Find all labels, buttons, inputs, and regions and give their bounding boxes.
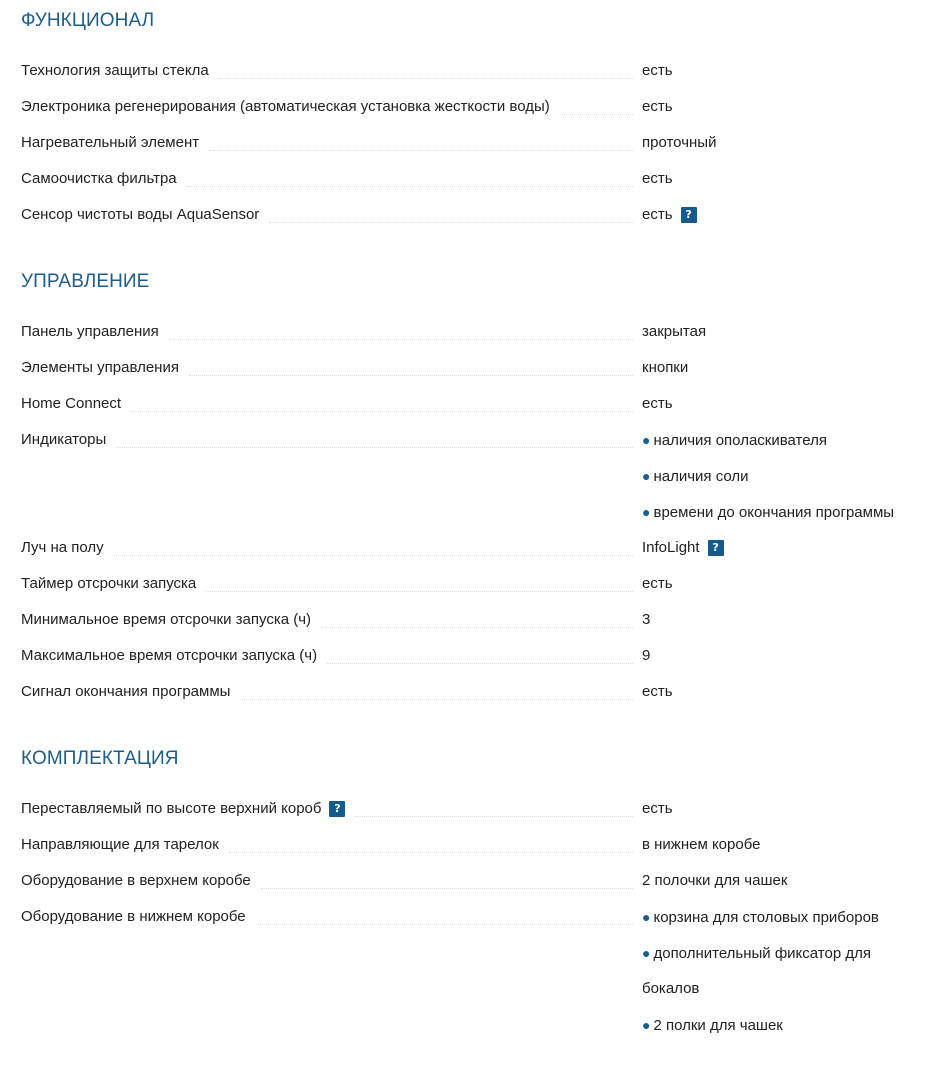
dotted-leader <box>187 186 633 187</box>
spec-label: Панель управления <box>21 323 159 340</box>
spec-label: Максимальное время отсрочки запуска (ч) <box>21 647 318 664</box>
spec-value: проточный <box>642 134 717 151</box>
dotted-leader <box>206 591 633 592</box>
section-title-functional: ФУНКЦИОНАЛ <box>21 10 155 31</box>
spec-value: закрытая <box>642 323 707 340</box>
bullet-icon: ● <box>642 468 651 484</box>
spec-value: есть <box>642 800 673 817</box>
spec-value <box>642 430 894 522</box>
spec-row-home-connect <box>21 394 921 430</box>
section-title-control: УПРАВЛЕНИЕ <box>21 271 150 292</box>
spec-label: Переставляемый по высоте верхний короб <box>21 800 322 817</box>
spec-row-heating-element <box>21 133 921 169</box>
spec-value <box>642 907 879 1035</box>
spec-value: 9 <box>642 647 651 664</box>
dotted-leader <box>355 816 633 817</box>
spec-value: есть <box>642 170 673 187</box>
bullet-icon: ● <box>642 909 651 925</box>
list-item: ● наличия соли <box>642 468 749 485</box>
spec-row-control-panel <box>21 322 921 358</box>
spec-row-plate-guides <box>21 835 921 871</box>
dotted-leader <box>189 375 633 376</box>
dotted-leader <box>321 627 633 628</box>
spec-label: Электроника регенерирования (автоматическая установка жесткости воды) <box>21 98 550 115</box>
dotted-leader <box>209 150 633 151</box>
spec-value: 2 полочки для чашек <box>642 872 788 889</box>
spec-row-indicators <box>21 430 921 521</box>
spec-label: Минимальное время отсрочки запуска (ч) <box>21 611 312 628</box>
spec-label: Оборудование в верхнем коробе <box>21 872 251 889</box>
spec-row-filter-self-cleaning <box>21 169 921 205</box>
spec-value: есть <box>642 575 673 592</box>
dotted-leader <box>240 699 633 700</box>
spec-row-lower-basket-equipment <box>21 907 921 1034</box>
spec-label: Таймер отсрочки запуска <box>21 575 197 592</box>
spec-value: кнопки <box>642 359 689 376</box>
list-item: ● 2 полки для чашек <box>642 1017 783 1034</box>
spec-label: Элементы управления <box>21 359 179 376</box>
help-icon[interactable]: ? <box>708 540 724 556</box>
spec-row-floor-beam <box>21 538 921 574</box>
spec-label: Луч на полу <box>21 539 104 556</box>
spec-row-aquasensor <box>21 205 921 241</box>
list-item: ● наличия ополаскивателя <box>642 432 827 449</box>
dotted-leader <box>169 339 633 340</box>
dotted-leader <box>327 663 633 664</box>
spec-label: Направляющие для тарелок <box>21 836 219 853</box>
spec-value: есть <box>642 395 673 412</box>
spec-label: Home Connect <box>21 395 122 412</box>
list-item: ● времени до окончания программы <box>642 504 895 521</box>
spec-row-delay-timer <box>21 574 921 610</box>
spec-label: Сенсор чистоты воды AquaSensor <box>21 206 260 223</box>
dotted-leader <box>229 852 633 853</box>
dotted-leader <box>114 555 633 556</box>
help-icon[interactable]: ? <box>681 207 697 223</box>
dotted-leader <box>116 447 633 448</box>
bullet-icon: ● <box>642 504 651 520</box>
spec-label: Сигнал окончания программы <box>21 683 231 700</box>
dotted-leader <box>560 114 633 115</box>
bullet-icon: ● <box>642 945 651 961</box>
section-title-equipment: КОМПЛЕКТАЦИЯ <box>21 748 179 769</box>
spec-row-max-delay <box>21 646 921 682</box>
spec-value: есть <box>642 62 673 79</box>
spec-value: есть ? <box>642 205 697 225</box>
spec-label: Самоочистка фильтра <box>21 170 177 187</box>
spec-label: Нагревательный элемент <box>21 134 200 151</box>
dotted-leader <box>219 78 633 79</box>
dotted-leader <box>269 222 633 223</box>
list-item: ● корзина для столовых приборов <box>642 909 879 926</box>
spec-label: Оборудование в нижнем коробе <box>21 908 246 925</box>
help-icon[interactable]: ? <box>329 801 345 817</box>
spec-row-upper-basket-equipment <box>21 871 921 907</box>
dotted-leader <box>256 924 633 925</box>
spec-row-end-signal <box>21 682 921 718</box>
spec-value: есть <box>642 98 673 115</box>
spec-value: 3 <box>642 611 651 628</box>
spec-label: Технология защиты стекла <box>21 62 209 79</box>
dotted-leader <box>131 411 633 412</box>
spec-row-regeneration <box>21 97 921 133</box>
spec-row-min-delay <box>21 610 921 646</box>
list-item: ● дополнительный фиксатор для <box>642 945 871 962</box>
spec-value: в нижнем коробе <box>642 836 761 853</box>
bullet-icon: ● <box>642 1017 651 1033</box>
spec-label: Индикаторы <box>21 431 107 448</box>
dotted-leader <box>261 888 633 889</box>
list-item-continued: бокалов <box>642 980 700 997</box>
spec-row-glass-protection <box>21 61 921 97</box>
spec-row-controls <box>21 358 921 394</box>
spec-row-adjustable-basket <box>21 799 921 835</box>
spec-value: есть <box>642 683 673 700</box>
bullet-icon: ● <box>642 432 651 448</box>
spec-value: InfoLight ? <box>642 538 724 558</box>
